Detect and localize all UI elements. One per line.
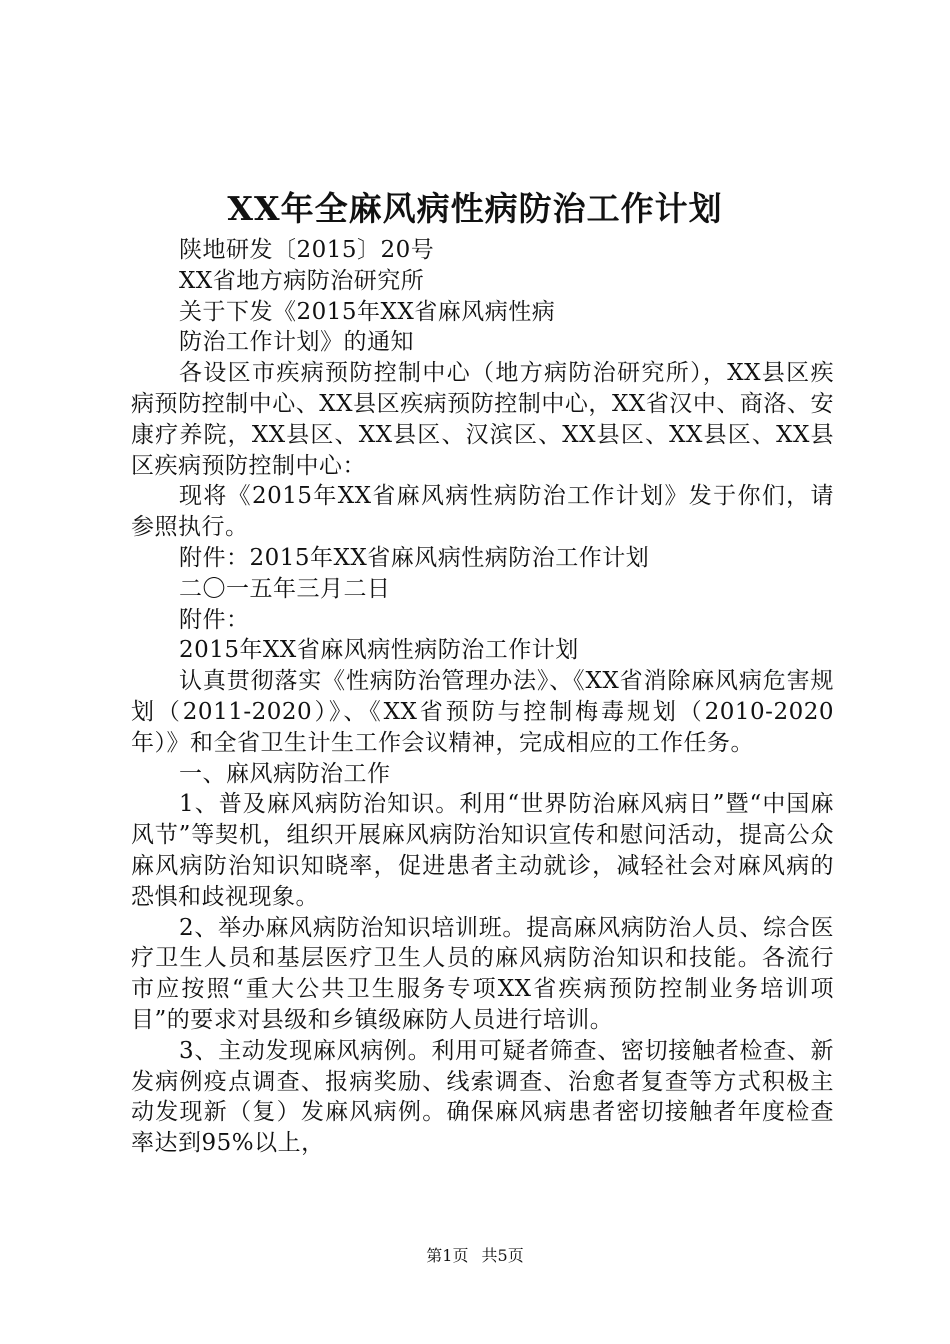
issuing-organization: XX省地方病防治研究所 (179, 267, 425, 294)
section-heading: 一、麻风病防治工作 (179, 760, 391, 787)
instruction-paragraph: 现将《2015年XX省麻风病性病防治工作计划》发于你们，请参照执行。 (131, 483, 834, 541)
page-footer (0, 1246, 950, 1266)
notice-title-line-1: 关于下发《2015年XX省麻风病性病 (179, 298, 556, 325)
date-line: 二〇一五年三月二日 (179, 575, 391, 602)
plan-title: 2015年XX省麻风病性病防治工作计划 (179, 637, 579, 664)
notice-title-line-2: 防治工作计划》的通知 (179, 329, 414, 356)
page-total: 共5页 (481, 1246, 524, 1265)
attachment-line: 附件：2015年XX省麻风病性病防治工作计划 (179, 544, 650, 571)
document-number: 陕地研发〔2015〕20号 (179, 237, 435, 263)
recipients-paragraph: 各设区市疾病预防控制中心（地方病防治研究所），XX县区疾病预防控制中心、XX县区疾病预防控制中心，XX省汉中、商洛、安康疗养院，XX县区、XX县区、汉滨区、XX县区、XX县区、XX县区疾病预防控制中心： (131, 360, 834, 479)
attachment-label: 附件： (179, 606, 250, 633)
item-1-paragraph: 1、普及麻风病防治知识。利用“世界防治麻风病日”暨“中国麻风节”等契机，组织开展麻风病防治知识宣传和慰问活动，提高公众麻风病防治知识知晓率，促进患者主动就诊，减轻社会对麻风病的恐惧和歧视现象。 (131, 791, 834, 910)
item-3-paragraph: 3、主动发现麻风病例。利用可疑者筛查、密切接触者检查、新发病例疫点调查、报病奖励、线索调查、治愈者复查等方式积极主动发现新（复）发麻风病例。确保麻风病患者密切接触者年度检查率达到95%以上， (131, 1037, 834, 1157)
document-title: XX年全麻风病性病防治工作计划 (227, 189, 723, 228)
intro-paragraph: 认真贯彻落实《性病防治管理办法》、《XX省消除麻风病危害规划（2011-2020）》、《XX省预防与控制梅毒规划（2010-2020年）》和全省卫生计生工作会议精神，完成相应的工作任务。 (131, 668, 834, 756)
page-current: 第1页 (426, 1246, 469, 1265)
item-2-paragraph: 2、举办麻风病防治知识培训班。提高麻风病防治人员、综合医疗卫生人员和基层医疗卫生人员的麻风病防治知识和技能。各流行市应按照“重大公共卫生服务专项XX省疾病预防控制业务培训项目”的要求对县级和乡镇级麻防人员进行培训。 (131, 914, 834, 1033)
document-body (131, 235, 834, 1159)
